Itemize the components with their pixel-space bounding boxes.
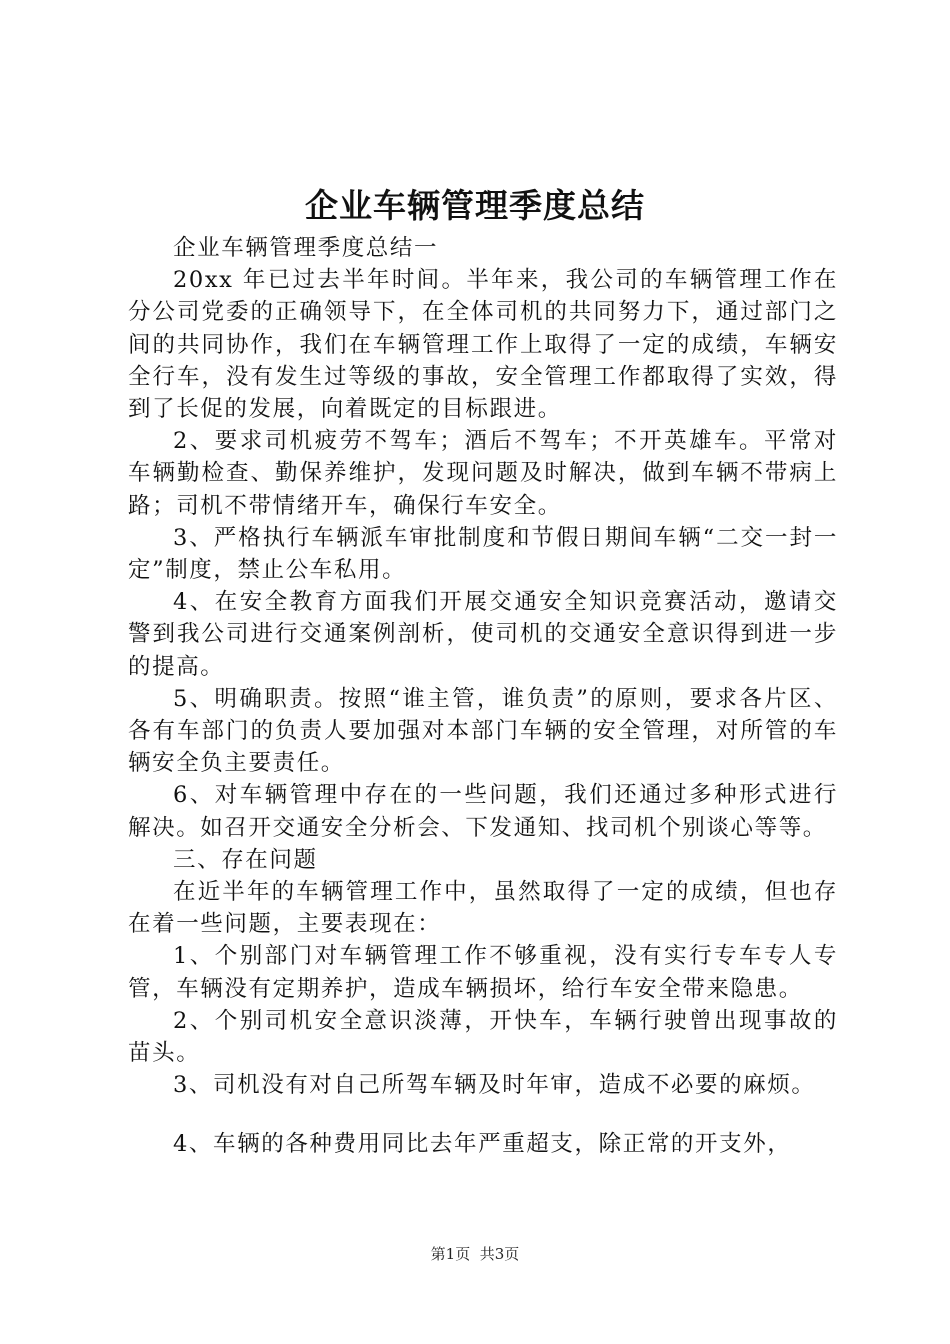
- paragraph-problem-1: 1、个别部门对车辆管理工作不够重视，没有实行专车专人专管，车辆没有定期养护，造成车辆损坏，给行车安全带来隐患。: [128, 943, 838, 1002]
- document-body: [128, 232, 838, 1161]
- page-footer: [0, 1244, 950, 1264]
- paragraph-problem-4: 4、车辆的各种费用同比去年严重超支，除正常的开支外，: [173, 1131, 792, 1158]
- paragraph-item-5: 5、明确职责。按照“谁主管，谁负责”的原则，要求各片区、各有车部门的负责人要加强对本部门车辆的安全管理，对所管的车辆安全负主要责任。: [128, 685, 838, 777]
- section-heading-problems: 三、存在问题: [173, 846, 318, 873]
- paragraph-intro: 20xx 年已过去半年时间。半年来，我公司的车辆管理工作在分公司党委的正确领导下，在全体司机的共同努力下，通过部门之间的共同协作，我们在车辆管理工作上取得了一定的成绩，车辆安全行车，没有发生过等级的事故，安全管理工作都取得了实效，得到了长促的发展，向着既定的目标跟进。: [128, 267, 838, 423]
- paragraph-item-4: 4、在安全教育方面我们开展交通安全知识竞赛活动，邀请交警到我公司进行交通案例剖析，使司机的交通安全意识得到进一步的提高。: [128, 589, 838, 680]
- paragraph-item-3: 3、严格执行车辆派车审批制度和节假日期间车辆“二交一封一定”制度，禁止公车私用。: [128, 524, 838, 584]
- paragraph-problems-intro: 在近半年的车辆管理工作中，虽然取得了一定的成绩，但也存在着一些问题，主要表现在：: [128, 879, 838, 938]
- document-title: 企业车辆管理季度总结: [305, 186, 645, 225]
- paragraph-problem-2: 2、个别司机安全意识淡薄，开快车，车辆行驶曾出现事故的苗头。: [128, 1007, 838, 1067]
- page-number: 第1页: [430, 1245, 471, 1263]
- paragraph-problem-3: 3、司机没有对自己所驾车辆及时年审，造成不必要的麻烦。: [173, 1072, 816, 1099]
- section-heading: 企业车辆管理季度总结一: [173, 235, 439, 261]
- paragraph-item-2: 2、要求司机疲劳不驾车；酒后不驾车；不开英雄车。平常对车辆勤检查、勤保养维护，发现问题及时解决，做到车辆不带病上路；司机不带情绪开车，确保行车安全。: [128, 428, 838, 519]
- paragraph-item-6: 6、对车辆管理中存在的一些问题，我们还通过多种形式进行解决。如召开交通安全分析会、下发通知、找司机个别谈心等等。: [128, 782, 838, 841]
- page-total: 共3页: [479, 1245, 520, 1263]
